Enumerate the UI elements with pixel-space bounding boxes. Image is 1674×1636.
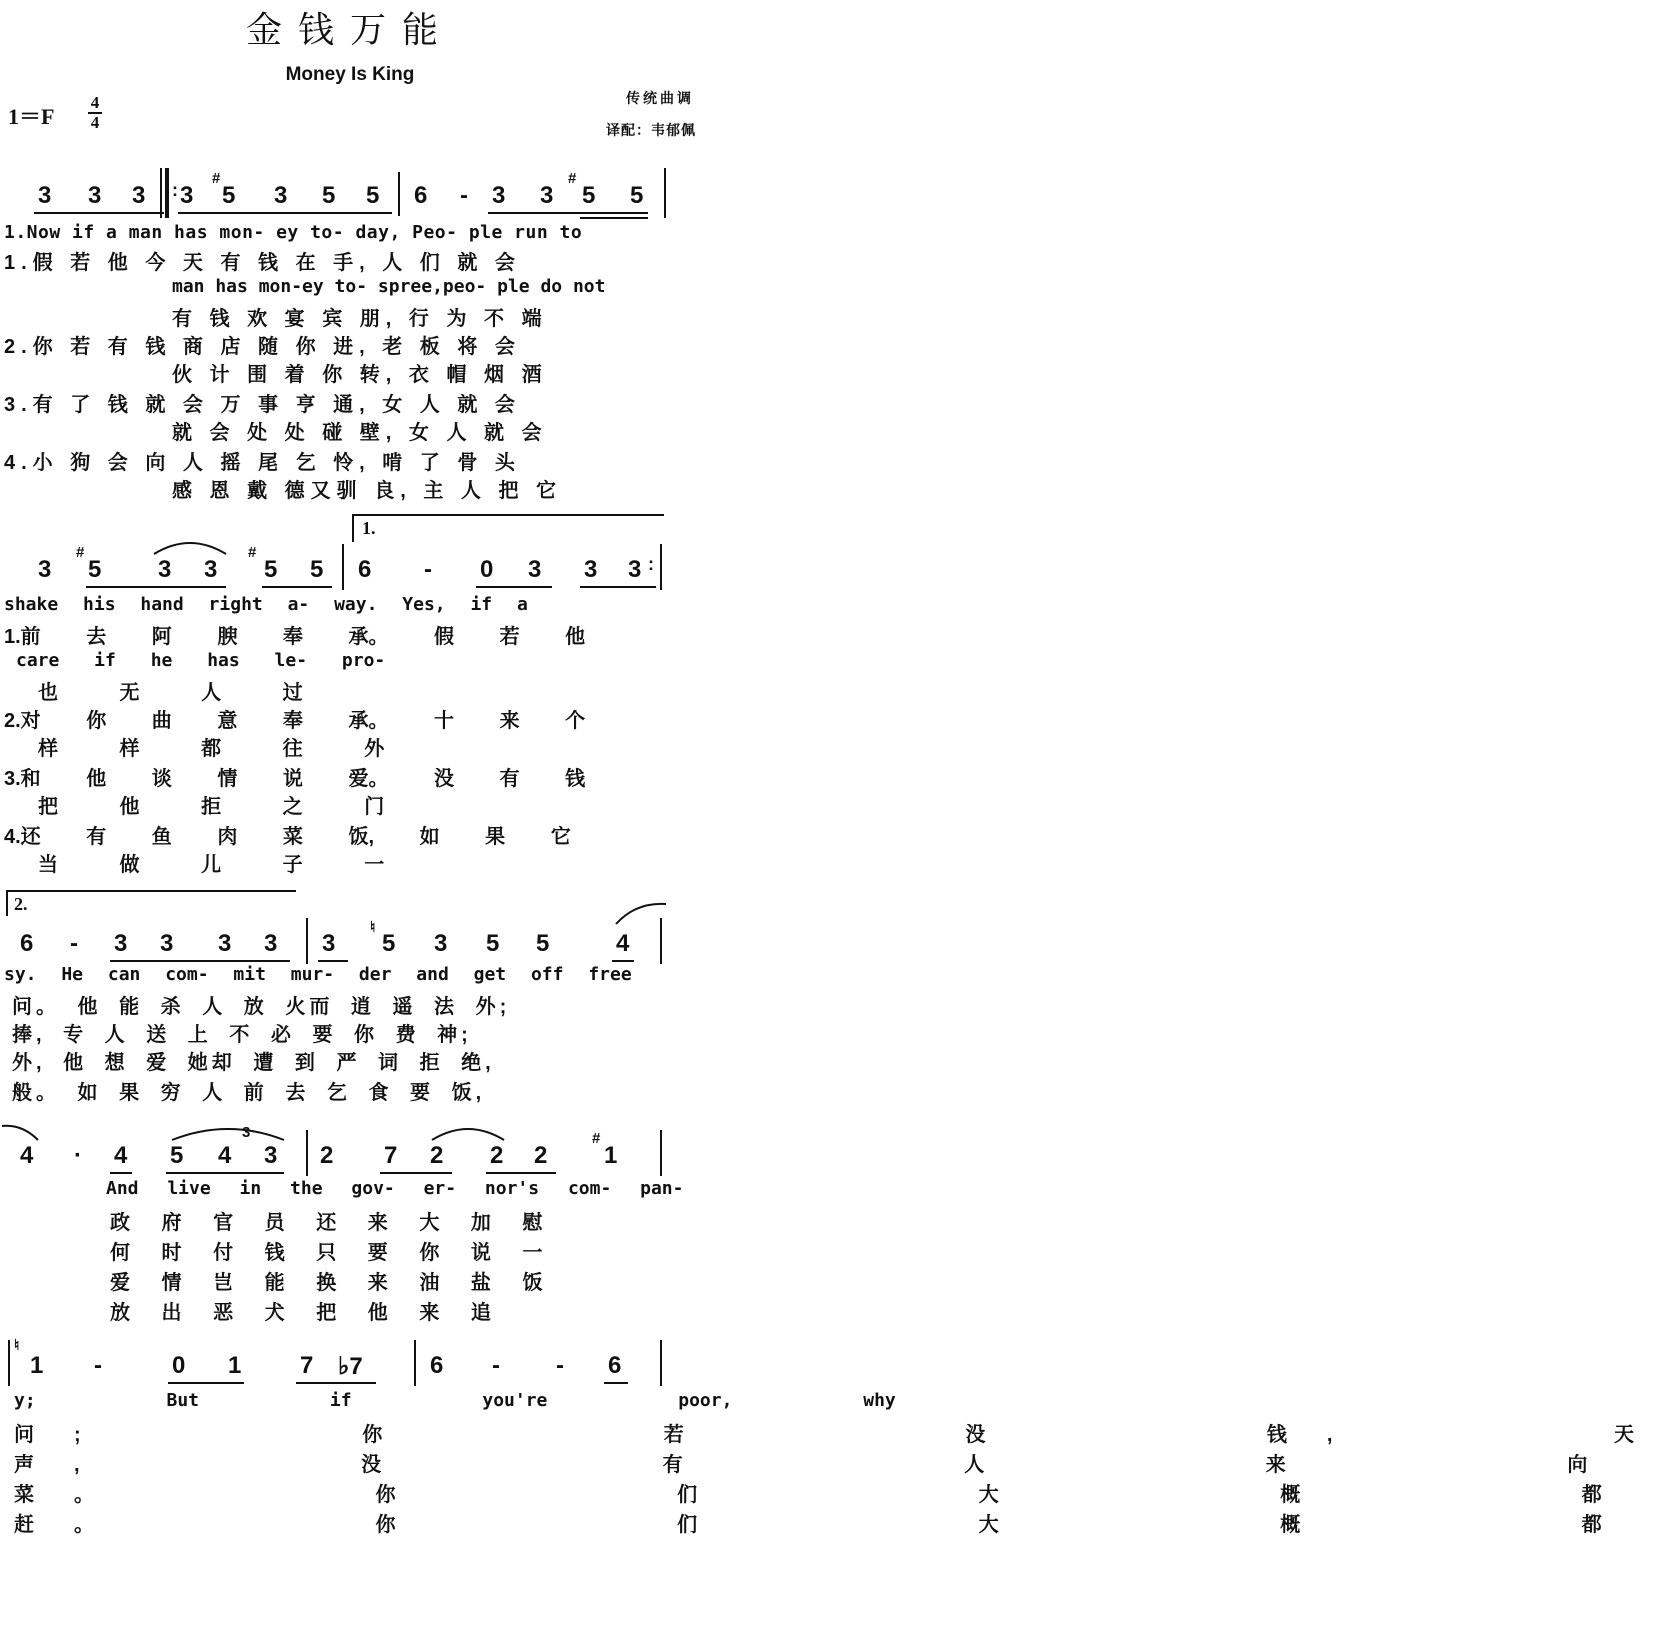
lyric-line: 就 会 处 处 碰 壁, 女 人 就 会 (172, 422, 548, 444)
note: 6 (20, 930, 34, 957)
barline (342, 544, 344, 590)
note: 6 (608, 1352, 622, 1379)
beam-underline (168, 1382, 244, 1384)
lyric-line: shake his hand right a- way. Yes, if a (4, 594, 528, 615)
note: 3 (158, 556, 172, 583)
slur (150, 536, 230, 556)
lyric-line: And live in the gov- er- nor's com- pan- (106, 1178, 684, 1199)
note: 3 (38, 182, 52, 209)
note: 5 (366, 182, 380, 209)
repeat-dots: : (648, 554, 654, 574)
note: 7 (300, 1352, 314, 1379)
repeat-barline (660, 544, 662, 590)
beam-underline (34, 212, 164, 214)
song-subtitle: Money Is King (285, 64, 415, 85)
note: 3 (264, 930, 278, 957)
arranger-credit: 译配：韦郁佩 (606, 123, 696, 139)
note: 5 (382, 930, 396, 957)
lyric-line: 2.对 你 曲 意 奉 承。 十 来 个 (4, 710, 586, 732)
sharp-sign: # (76, 544, 85, 561)
dash: - (70, 930, 78, 957)
note: 3 (88, 182, 102, 209)
note: 3 (528, 556, 542, 583)
note: 2 (430, 1142, 444, 1169)
system-2-notes (0, 544, 700, 592)
note: 3 (434, 930, 448, 957)
beam-underline (604, 1382, 628, 1384)
note: 3 (160, 930, 174, 957)
lyric-line: 当 做 儿 子 一 (38, 854, 385, 876)
beam-underline (612, 960, 634, 962)
triplet-slur (168, 1124, 288, 1142)
lyric-line: 声, 没 有 人 来 向 (14, 1454, 1628, 1476)
note: 5 (310, 556, 324, 583)
lyric-line: 捧, 专 人 送 上 不 必 要 你 费 神; (12, 1024, 472, 1046)
dash: - (94, 1352, 102, 1379)
lyric-line: 爱 情 岂 能 换 来 油 盐 饭 (110, 1272, 547, 1294)
slur (428, 1124, 508, 1142)
note: 3 (274, 182, 288, 209)
note: 2 (490, 1142, 504, 1169)
lyric-line: 赶。 你 们 大 概 都 (14, 1514, 1642, 1536)
volta-bracket-side (352, 514, 354, 542)
note: 3 (584, 556, 598, 583)
note: 5 (222, 182, 236, 209)
lyric-line: 把 他 拒 之 门 (38, 796, 385, 818)
beam-underline (262, 586, 332, 588)
beam-underline (486, 1172, 556, 1174)
lyric-line: 伙 计 围 着 你 转, 衣 帽 烟 酒 (172, 364, 548, 386)
volta-bracket-side (6, 890, 8, 916)
natural-sign: ♮ (14, 1337, 20, 1354)
note: 5 (264, 556, 278, 583)
barline (414, 1340, 416, 1386)
lyric-line: man has mon-ey to- spree,peo- ple do not (172, 276, 606, 297)
volta-bracket (6, 890, 296, 892)
note: 4 (218, 1142, 232, 1169)
beam-underline (86, 586, 226, 588)
key-signature: 1＝F (8, 104, 55, 129)
note: 3 (264, 1142, 278, 1169)
note: 1 (604, 1142, 618, 1169)
note: 4 (20, 1142, 34, 1169)
volta-bracket (352, 514, 664, 516)
time-signature-bottom: 4 (90, 113, 100, 132)
note: 5 (486, 930, 500, 957)
note: 4 (114, 1142, 128, 1169)
note: 3 (204, 556, 218, 583)
beam-underline (476, 586, 552, 588)
note: 3 (492, 182, 506, 209)
note: 5 (88, 556, 102, 583)
time-signature (88, 94, 102, 132)
note: 3 (218, 930, 232, 957)
note: 6 (430, 1352, 444, 1379)
system-1-notes (0, 170, 700, 218)
note: 6 (358, 556, 372, 583)
system-3-notes (0, 919, 700, 966)
lyric-line: 何 时 付 钱 只 要 你 说 一 (110, 1242, 547, 1264)
lyric-line: care if he has le- pro- (16, 650, 386, 671)
tie (2, 1124, 42, 1144)
system-4-notes (0, 1124, 700, 1178)
lyric-line: 般。 如 果 穷 人 前 去 乞 食 要 饭, (12, 1082, 486, 1104)
sharp-sign: # (248, 544, 257, 561)
beam-underline (580, 586, 656, 588)
barline (398, 172, 400, 216)
beam-underline (318, 960, 348, 962)
dash: - (556, 1352, 564, 1379)
tie (612, 902, 668, 926)
lyric-line: 1.Now if a man has mon- ey to- day, Peo- ple run to (4, 222, 583, 243)
note: 3 (540, 182, 554, 209)
lyric-line: 问; 你 若 没 钱, 天 (14, 1424, 1674, 1446)
lyric-line: 4.还 有 鱼 肉 菜 饭, 如 果 它 (4, 826, 571, 848)
lyric-line: 样 样 都 往 外 (38, 738, 385, 760)
beam-underline (488, 212, 648, 214)
lyric-line: 菜。 你 们 大 概 都 (14, 1484, 1642, 1506)
lyric-line: y; But if you're poor, why (14, 1390, 896, 1411)
lyric-line: sy. He can com- mit mur- der and get off free (4, 964, 632, 985)
note: 3 (180, 182, 194, 209)
natural-sign: ♮ (370, 919, 376, 936)
note: 6 (414, 182, 428, 209)
lyric-line: 放 出 恶 犬 把 他 来 追 (110, 1302, 495, 1324)
beam-underline (110, 1172, 132, 1174)
note: 5 (322, 182, 336, 209)
sharp-sign: # (592, 1130, 601, 1147)
dot: · (74, 1142, 82, 1169)
note: 3 (114, 930, 128, 957)
barline (306, 1130, 308, 1176)
note: 1 (30, 1352, 44, 1379)
lyric-line: 1.前 去 阿 腴 奉 承。 假 若 他 (4, 626, 586, 648)
lyric-line: 有 钱 欢 宴 宾 朋, 行 为 不 端 (172, 308, 548, 330)
beam-underline (380, 1172, 452, 1174)
lyric-line: 3.和 他 谈 情 说 爱。 没 有 钱 (4, 768, 586, 790)
lyric-line: 感 恩 戴 德又驯 良, 主 人 把 它 (172, 480, 563, 502)
note: 5 (536, 930, 550, 957)
repeat-dots: : (172, 180, 178, 200)
beam-underline (166, 1172, 284, 1174)
note: 2 (534, 1142, 548, 1169)
lyric-line: 外, 他 想 爱 她却 遭 到 严 词 拒 绝, (12, 1052, 495, 1074)
lyric-line: 1.假 若 他 今 天 有 钱 在 手, 人 们 就 会 (4, 252, 521, 274)
lyric-line: 问。 他 能 杀 人 放 火而 逍 遥 法 外; (12, 996, 511, 1018)
lyric-line: 也 无 人 过 (38, 682, 303, 704)
volta-2-label: 2. (14, 894, 28, 914)
lyric-line: 政 府 官 员 还 来 大 加 慰 (110, 1212, 547, 1234)
volta-1-label: 1. (362, 518, 376, 538)
lyric-line: 4.小 狗 会 向 人 摇 尾 乞 怜, 啃 了 骨 头 (4, 452, 521, 474)
note: 3 (38, 556, 52, 583)
barline (660, 1130, 662, 1176)
note: 5 (582, 182, 596, 209)
note: ♭7 (338, 1353, 363, 1380)
note: 5 (630, 182, 644, 209)
lyric-line: 3.有 了 钱 就 会 万 事 亨 通, 女 人 就 会 (4, 394, 521, 416)
note: 0 (172, 1352, 186, 1379)
dash: - (424, 556, 432, 583)
note: 4 (616, 930, 630, 957)
note: 3 (132, 182, 146, 209)
sharp-sign: # (212, 170, 221, 187)
beam-underline (110, 960, 290, 962)
note: 0 (480, 556, 494, 583)
beam-underline (580, 217, 648, 219)
barline (660, 1340, 662, 1386)
barline (160, 168, 162, 218)
repeat-barline (165, 168, 169, 218)
dash: - (460, 182, 468, 209)
note: 5 (170, 1142, 184, 1169)
triplet-mark: 3 (242, 1124, 251, 1141)
barline (8, 1340, 10, 1386)
lyric-line: 2.你 若 有 钱 商 店 随 你 进, 老 板 将 会 (4, 336, 521, 358)
note: 2 (320, 1142, 334, 1169)
source-credit: 传统曲调 (626, 91, 694, 107)
note: 3 (628, 556, 642, 583)
time-signature-top: 4 (90, 93, 100, 112)
beam-underline (178, 212, 392, 214)
note: 1 (228, 1352, 242, 1379)
dash: - (492, 1352, 500, 1379)
system-5-notes (0, 1337, 700, 1388)
beam-underline (296, 1382, 376, 1384)
note: 3 (322, 930, 336, 957)
barline (306, 918, 308, 964)
song-title: 金钱万能 (245, 10, 454, 51)
sharp-sign: # (568, 170, 577, 187)
barline (664, 168, 666, 218)
note: 7 (384, 1142, 398, 1169)
